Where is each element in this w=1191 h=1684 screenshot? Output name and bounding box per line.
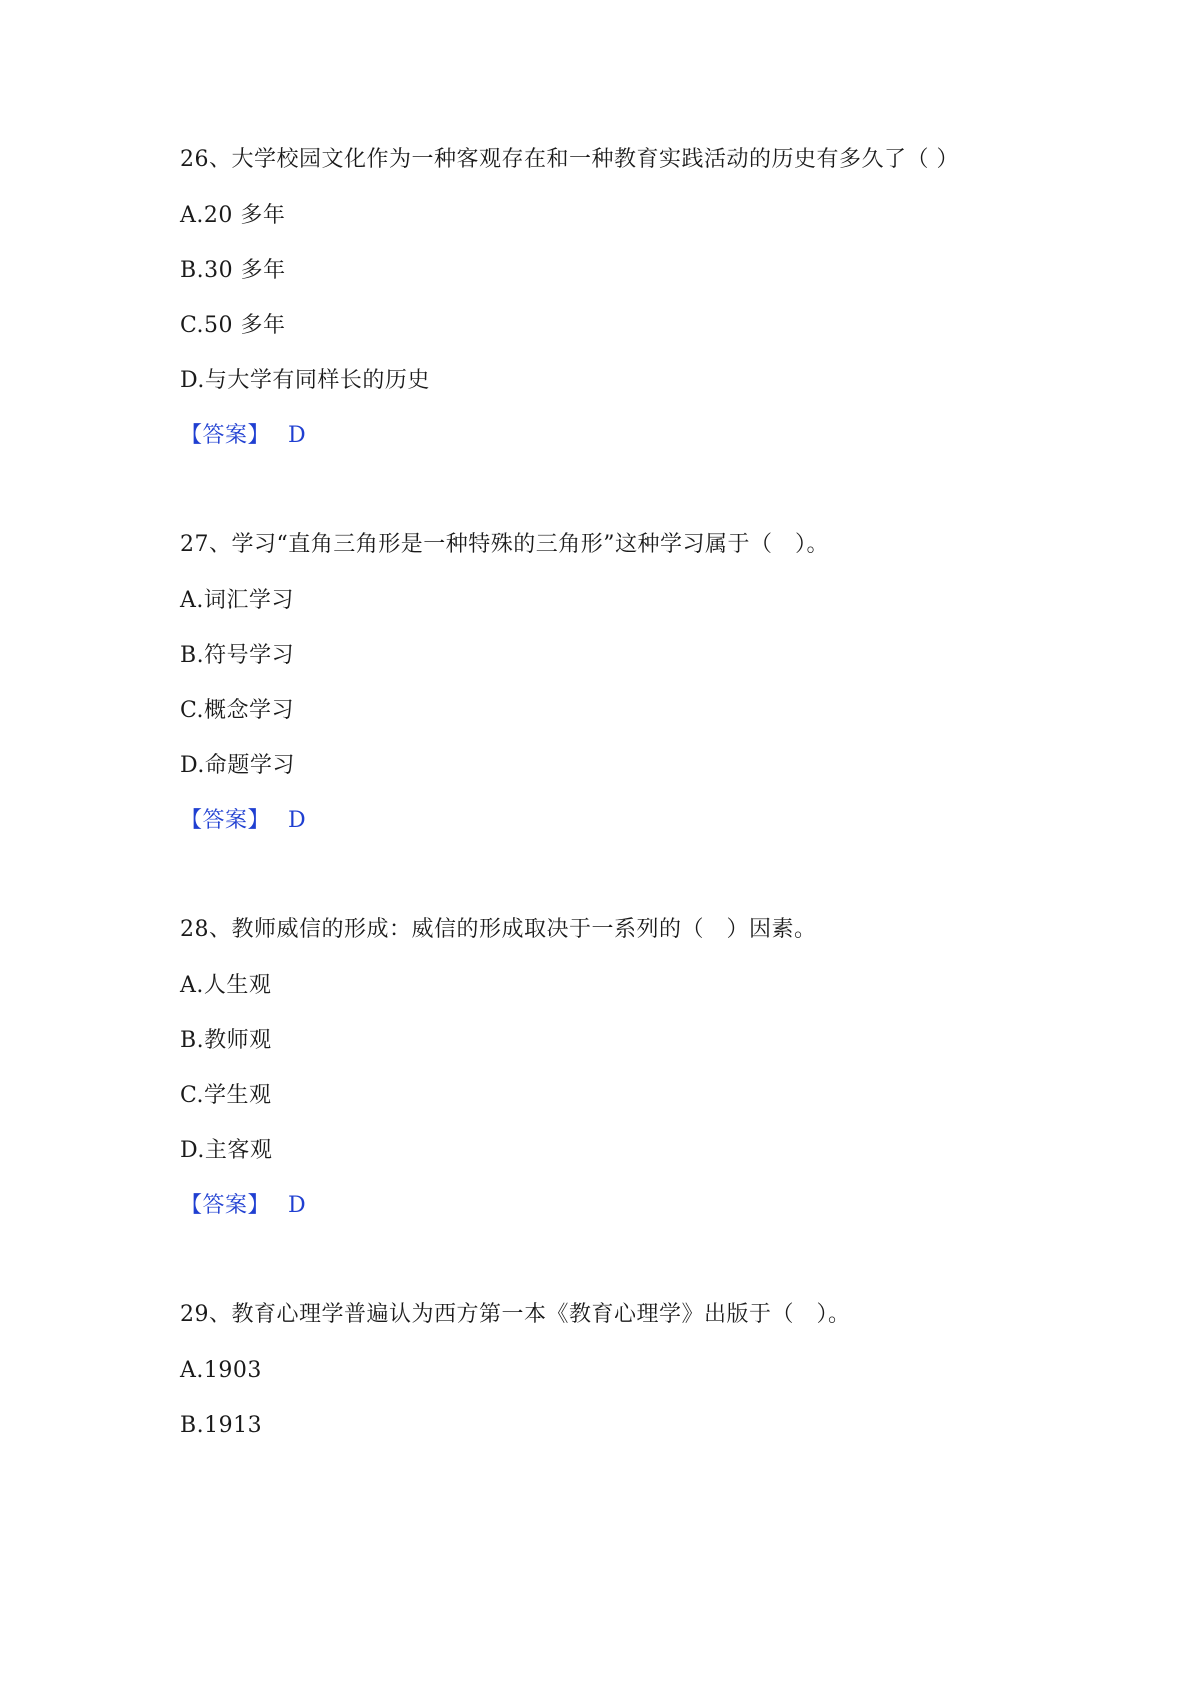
- answer-value: D: [288, 1193, 307, 1218]
- question-28-option-d: D.主客观: [180, 1138, 273, 1163]
- answer-label: 【答案】: [180, 1193, 271, 1218]
- question-26-option-b: B.30 多年: [180, 258, 286, 283]
- question-26-stem: 26、大学校园文化作为一种客观存在和一种教育实践活动的历史有多久了（ ）: [180, 147, 959, 172]
- question-27-option-b: B.符号学习: [180, 643, 295, 668]
- answer-label: 【答案】: [180, 808, 271, 833]
- question-26-option-d: D.与大学有同样长的历史: [180, 368, 430, 393]
- question-29-option-a: A.1903: [180, 1358, 262, 1383]
- question-29-stem: 29、教育心理学普遍认为西方第一本《教育心理学》出版于（ ）。: [180, 1302, 851, 1327]
- question-27-option-a: A.词汇学习: [180, 588, 294, 613]
- question-26-answer: [180, 421, 306, 451]
- question-27-answer: [180, 806, 306, 836]
- question-27-stem: 27、学习“直角三角形是一种特殊的三角形”这种学习属于（ ）。: [180, 532, 829, 557]
- question-28-option-c: C.学生观: [180, 1083, 272, 1108]
- question-28-answer: [180, 1191, 306, 1221]
- question-27-option-c: C.概念学习: [180, 698, 295, 723]
- question-28-option-a: A.人生观: [180, 973, 272, 998]
- question-29-option-b: B.1913: [180, 1413, 263, 1438]
- question-27-option-d: D.命题学习: [180, 753, 295, 778]
- question-26-option-a: A.20 多年: [180, 203, 286, 228]
- answer-value: D: [288, 423, 307, 448]
- answer-label: 【答案】: [180, 423, 271, 448]
- question-28-option-b: B.教师观: [180, 1028, 272, 1053]
- question-28-stem: 28、教师威信的形成：威信的形成取决于一系列的（ ）因素。: [180, 917, 817, 942]
- answer-value: D: [288, 808, 307, 833]
- question-26-option-c: C.50 多年: [180, 313, 286, 338]
